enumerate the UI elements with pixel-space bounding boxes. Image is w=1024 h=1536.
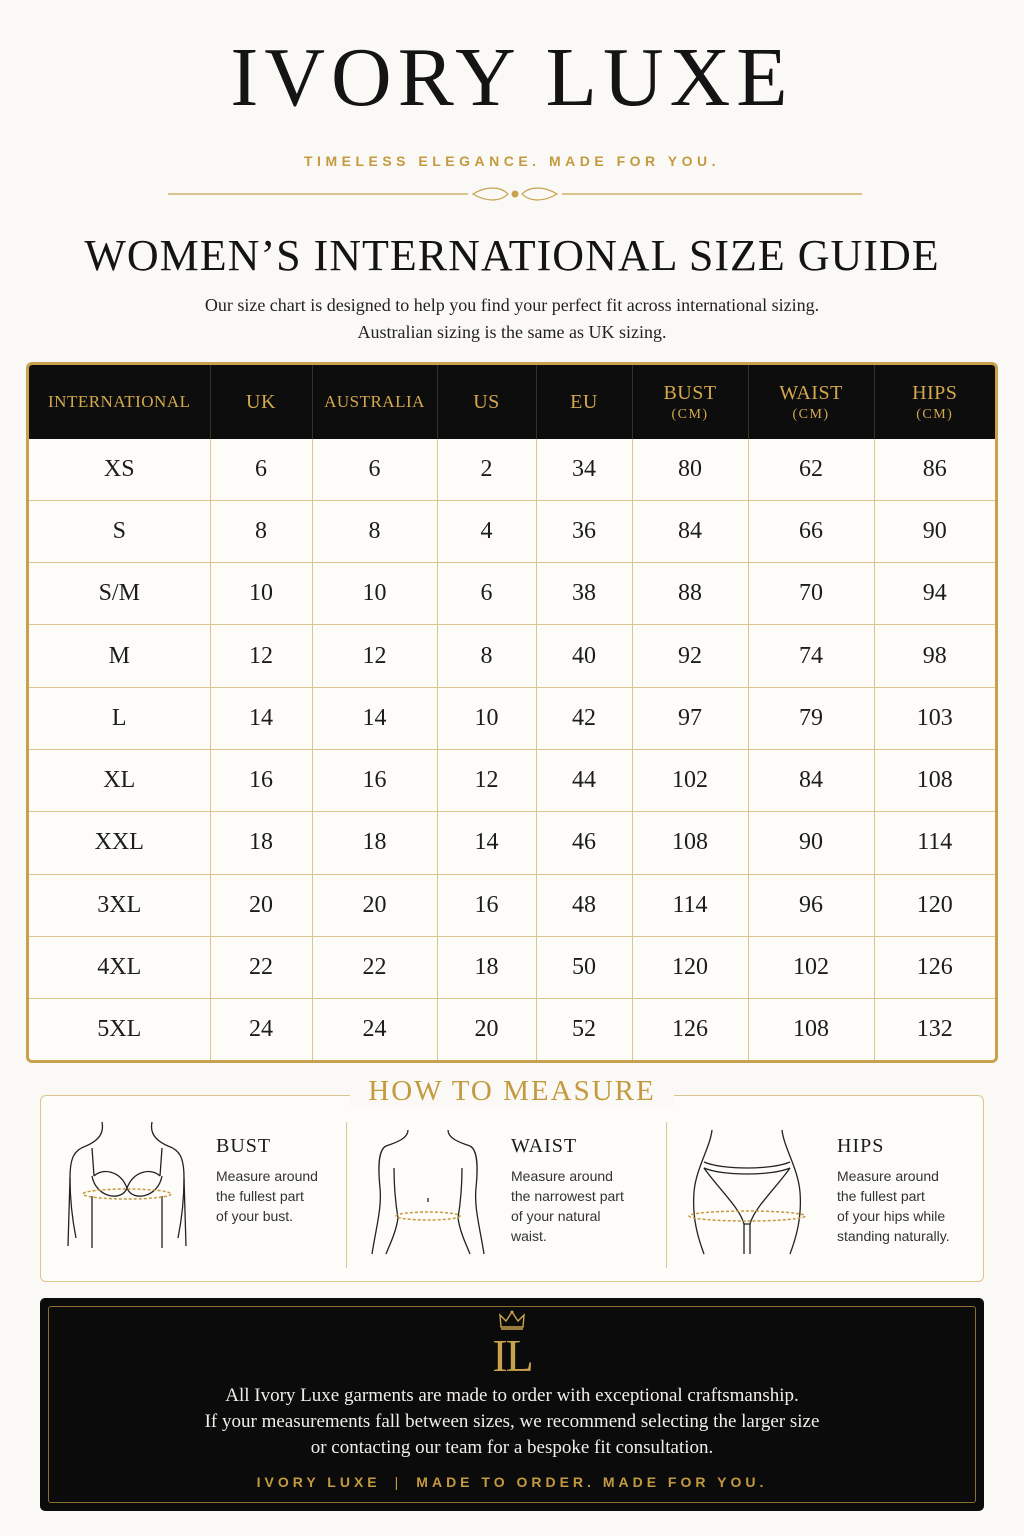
table-cell: 12 [210, 625, 312, 687]
table-cell: XXL [29, 812, 210, 874]
table-cell: 102 [748, 936, 874, 998]
table-cell: 40 [536, 625, 632, 687]
table-cell: 44 [536, 749, 632, 811]
table-cell: 102 [632, 749, 748, 811]
table-cell: M [29, 625, 210, 687]
hips-description: Measure around the fullest part of your hips while standing naturally. [837, 1168, 950, 1244]
table-cell: 103 [874, 687, 995, 749]
table-cell: 34 [536, 439, 632, 500]
table-cell: 22 [312, 936, 437, 998]
table-cell: 126 [874, 936, 995, 998]
table-cell: XL [29, 749, 210, 811]
table-cell: 12 [312, 625, 437, 687]
table-row [29, 563, 995, 625]
waist-figure-icon [368, 1128, 488, 1258]
table-cell: 18 [312, 812, 437, 874]
table-cell: 114 [632, 874, 748, 936]
hips-figure-icon [682, 1128, 812, 1258]
table-cell: 3XL [29, 874, 210, 936]
table-cell: 108 [874, 749, 995, 811]
table-cell: 84 [748, 749, 874, 811]
table-row [29, 439, 995, 500]
table-cell: 10 [437, 687, 536, 749]
table-cell: 120 [874, 874, 995, 936]
column-header: EU [536, 365, 632, 439]
table-row [29, 936, 995, 998]
table-cell: 114 [874, 812, 995, 874]
intro-text [0, 292, 1024, 346]
page-title: WOMEN’S INTERNATIONAL SIZE GUIDE [84, 231, 940, 280]
table-row [29, 687, 995, 749]
footer-separator: | [394, 1474, 403, 1490]
table-cell: 74 [748, 625, 874, 687]
column-divider [666, 1122, 667, 1268]
table-cell: 70 [748, 563, 874, 625]
table-cell: 14 [210, 687, 312, 749]
crown-icon [498, 1309, 526, 1331]
table-cell: 90 [748, 812, 874, 874]
table-cell: 6 [437, 563, 536, 625]
table-cell: S/M [29, 563, 210, 625]
table-cell: 16 [210, 749, 312, 811]
table-cell: 52 [536, 999, 632, 1060]
table-cell: 98 [874, 625, 995, 687]
table-cell: 20 [437, 999, 536, 1060]
column-header: INTERNATIONAL [29, 365, 210, 439]
table-cell: 8 [210, 500, 312, 562]
bust-description: Measure around the fullest part of your bust. [216, 1168, 318, 1224]
footer-brand: IVORY LUXE [256, 1474, 381, 1490]
table-cell: L [29, 687, 210, 749]
table-cell: 94 [874, 563, 995, 625]
table-cell: 96 [748, 874, 874, 936]
brand-logo: IVORY LUXE [230, 31, 794, 124]
column-header: HIPS (CM) [874, 365, 995, 439]
table-cell: 108 [748, 999, 874, 1060]
size-table [26, 362, 998, 1063]
table-cell: 24 [210, 999, 312, 1060]
measure-title: HOW TO MEASURE [350, 1075, 673, 1108]
table-row [29, 625, 995, 687]
table-cell: 79 [748, 687, 874, 749]
column-divider [346, 1122, 347, 1268]
table-cell: 80 [632, 439, 748, 500]
table-cell: 97 [632, 687, 748, 749]
bust-figure-icon [62, 1118, 192, 1258]
table-row [29, 812, 995, 874]
footer-brand-line [0, 1474, 1024, 1490]
table-cell: 18 [437, 936, 536, 998]
table-cell: 92 [632, 625, 748, 687]
brand-tagline: TIMELESS ELEGANCE. MADE FOR YOU. [304, 153, 720, 169]
table-cell: 14 [437, 812, 536, 874]
waist-heading: WAIST [511, 1135, 578, 1157]
table-cell: 86 [874, 439, 995, 500]
column-header: BUST (CM) [632, 365, 748, 439]
table-cell: 126 [632, 999, 748, 1060]
table-cell: XS [29, 439, 210, 500]
footer-slogan: MADE TO ORDER. MADE FOR YOU. [416, 1474, 768, 1490]
table-row [29, 500, 995, 562]
table-cell: 14 [312, 687, 437, 749]
hips-heading: HIPS [837, 1135, 885, 1157]
table-cell: 120 [632, 936, 748, 998]
table-cell: 5XL [29, 999, 210, 1060]
table-cell: 132 [916, 1016, 953, 1043]
table-cell: 50 [536, 936, 632, 998]
intro-line: Australian sizing is the same as UK sizing. [357, 322, 667, 342]
table-cell: 62 [748, 439, 874, 500]
column-header: UK [210, 365, 312, 439]
bust-heading: BUST [216, 1135, 272, 1157]
table-cell: 6 [312, 439, 437, 500]
table-cell: 84 [632, 500, 748, 562]
table-cell: 46 [536, 812, 632, 874]
table-cell: 2 [437, 439, 536, 500]
table-cell: 108 [632, 812, 748, 874]
table-cell: 10 [312, 563, 437, 625]
table-row [29, 874, 995, 936]
table-cell: 88 [632, 563, 748, 625]
column-header: AUSTRALIA [312, 365, 437, 439]
table-cell: 4XL [29, 936, 210, 998]
column-header: WAIST (CM) [748, 365, 874, 439]
table-cell: 4 [437, 500, 536, 562]
table-cell: 8 [312, 500, 437, 562]
table-cell: 10 [210, 563, 312, 625]
table-cell: 16 [437, 874, 536, 936]
table-cell: 20 [312, 874, 437, 936]
ornament-divider [168, 186, 862, 202]
table-cell: 22 [210, 936, 312, 998]
table-cell: 8 [437, 625, 536, 687]
table-cell: 18 [210, 812, 312, 874]
table-row [29, 999, 995, 1060]
footer-message: All Ivory Luxe garments are made to order with exceptional craftsmanship. If your measurements fall between sizes, we recommend selecting the larger size or contacting our team for a bespoke fit consultation. [204, 1385, 820, 1458]
intro-line: Our size chart is designed to help you find your perfect fit across international sizing. [204, 295, 820, 315]
monogram-logo: IL [492, 1330, 532, 1381]
table-header-row [29, 365, 995, 439]
table-cell: 20 [210, 874, 312, 936]
table-cell: S [29, 500, 210, 562]
table-cell: 90 [874, 500, 995, 562]
waist-description: Measure around the narrowest part of your natural waist. [511, 1168, 624, 1244]
table-row [29, 749, 995, 811]
table-cell: 66 [748, 500, 874, 562]
table-cell: 12 [437, 749, 536, 811]
table-cell: 38 [536, 563, 632, 625]
table-cell: 48 [536, 874, 632, 936]
table-cell: 24 [312, 999, 437, 1060]
table-cell: 36 [536, 500, 632, 562]
column-header: US [437, 365, 536, 439]
table-cell: 42 [536, 687, 632, 749]
table-cell: 16 [312, 749, 437, 811]
table-cell: 6 [210, 439, 312, 500]
